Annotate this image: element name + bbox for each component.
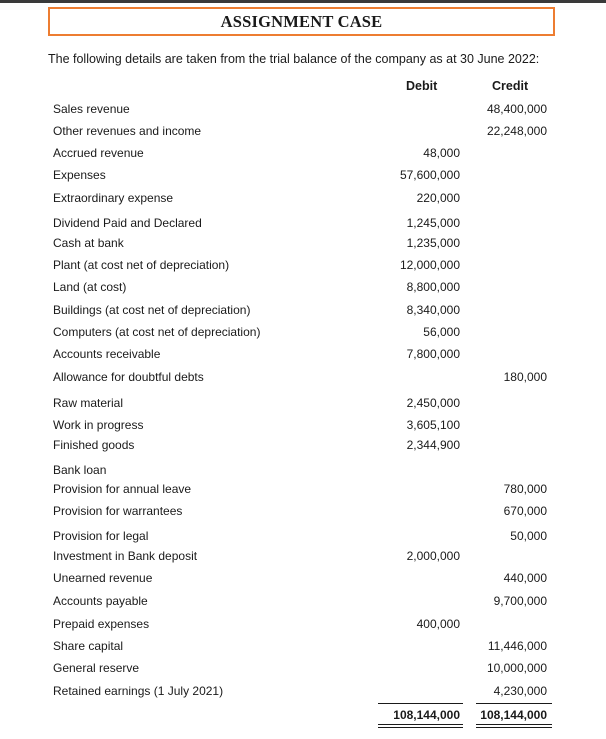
- row-label: Dividend Paid and Declared: [53, 216, 202, 230]
- row-debit: 2,450,000: [406, 396, 460, 410]
- table-row: [0, 482, 606, 498]
- row-debit: 8,800,000: [406, 280, 460, 294]
- table-row: [0, 418, 606, 434]
- credit-total: 108,144,000: [480, 708, 547, 722]
- row-credit: 50,000: [510, 529, 547, 543]
- table-row: [0, 594, 606, 610]
- row-label: Accounts receivable: [53, 347, 161, 361]
- table-row: [0, 370, 606, 386]
- table-row: [0, 347, 606, 363]
- row-label: Extraordinary expense: [53, 191, 174, 205]
- table-row: [0, 639, 606, 655]
- debit-total: 108,144,000: [393, 708, 460, 722]
- row-debit: 400,000: [416, 617, 460, 631]
- row-debit: 57,600,000: [399, 168, 460, 182]
- row-debit: 3,605,100: [406, 418, 460, 432]
- row-label: Plant (at cost net of depreciation): [53, 258, 230, 272]
- row-credit: 4,230,000: [493, 684, 547, 698]
- table-row: [0, 684, 606, 700]
- table-row: [0, 191, 606, 207]
- row-label: Provision for warrantees: [53, 504, 183, 518]
- row-label: Prepaid expenses: [53, 617, 150, 631]
- table-row: [0, 236, 606, 252]
- page-title: ASSIGNMENT CASE: [220, 11, 383, 31]
- table-row: [0, 463, 606, 479]
- row-debit: 1,235,000: [406, 236, 460, 250]
- row-label: Work in progress: [53, 418, 144, 432]
- row-label: Investment in Bank deposit: [53, 549, 198, 563]
- row-label: Computers (at cost net of depreciation): [53, 325, 261, 339]
- row-label: Raw material: [53, 396, 124, 410]
- row-credit: 48,400,000: [486, 102, 547, 116]
- row-label: Provision for annual leave: [53, 482, 192, 496]
- table-row: [0, 438, 606, 454]
- table-row: [0, 549, 606, 565]
- table-row: [0, 216, 606, 232]
- credit-header: Credit: [492, 79, 529, 93]
- table-row: [0, 303, 606, 319]
- table-row: [0, 529, 606, 545]
- row-debit: 2,000,000: [406, 549, 460, 563]
- table-row: [0, 571, 606, 587]
- row-label: Finished goods: [53, 438, 135, 452]
- row-label: Accounts payable: [53, 594, 148, 608]
- row-label: Other revenues and income: [53, 124, 202, 138]
- row-debit: 1,245,000: [406, 216, 460, 230]
- row-label: Provision for legal: [53, 529, 149, 543]
- row-credit: 11,446,000: [487, 639, 547, 653]
- row-label: Land (at cost): [53, 280, 127, 294]
- intro-text: The following details are taken from the trial balance of the company as at 30 June 2022:: [48, 52, 540, 66]
- debit-double-rule: [378, 724, 463, 728]
- row-label: Retained earnings (1 July 2021): [53, 684, 224, 698]
- table-row: [0, 146, 606, 162]
- credit-total-rule: [476, 703, 552, 704]
- row-debit: 48,000: [423, 146, 460, 160]
- row-credit: 670,000: [503, 504, 547, 518]
- debit-header: Debit: [406, 79, 438, 93]
- table-row: [0, 280, 606, 296]
- top-border: [0, 0, 606, 3]
- row-label: Expenses: [53, 168, 106, 182]
- row-credit: 9,700,000: [493, 594, 547, 608]
- table-row: [0, 661, 606, 677]
- table-row: [0, 168, 606, 184]
- row-label: Cash at bank: [53, 236, 124, 250]
- debit-total-rule: [378, 703, 463, 704]
- row-label: Buildings (at cost net of depreciation): [53, 303, 251, 317]
- row-debit: 7,800,000: [406, 347, 460, 361]
- row-label: Allowance for doubtful debts: [53, 370, 204, 384]
- row-debit: 220,000: [416, 191, 460, 205]
- table-row: [0, 102, 606, 118]
- row-credit: 22,248,000: [486, 124, 547, 138]
- table-row: [0, 124, 606, 140]
- table-row: [0, 396, 606, 412]
- row-credit: 780,000: [503, 482, 547, 496]
- row-credit: 180,000: [503, 370, 547, 384]
- row-debit: 56,000: [423, 325, 460, 339]
- row-label: Bank loan: [53, 463, 107, 477]
- table-row: [0, 617, 606, 633]
- credit-double-rule: [476, 724, 552, 728]
- row-credit: 440,000: [503, 571, 547, 585]
- table-row: [0, 258, 606, 274]
- row-credit: 10,000,000: [486, 661, 547, 675]
- table-row: [0, 325, 606, 341]
- row-label: Unearned revenue: [53, 571, 153, 585]
- row-debit: 12,000,000: [399, 258, 460, 272]
- row-label: Accrued revenue: [53, 146, 144, 160]
- row-label: Sales revenue: [53, 102, 130, 116]
- row-label: General reserve: [53, 661, 140, 675]
- row-debit: 2,344,900: [406, 438, 460, 452]
- table-row: [0, 504, 606, 520]
- row-debit: 8,340,000: [406, 303, 460, 317]
- title-box: [48, 7, 555, 36]
- row-label: Share capital: [53, 639, 124, 653]
